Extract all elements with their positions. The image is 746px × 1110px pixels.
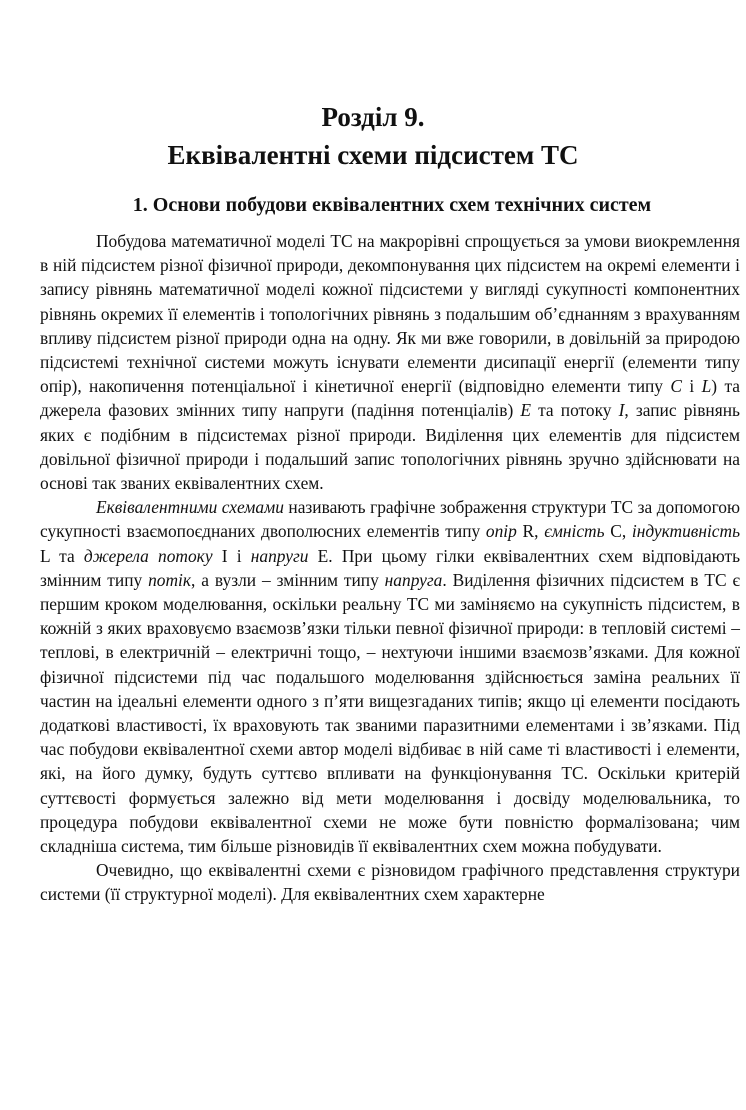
text-run: , а вузли – змінним типу <box>191 569 385 590</box>
text-run: L та <box>40 545 84 566</box>
emphasized-text: Еквівалентними схемами <box>96 497 284 518</box>
emphasized-text: L <box>701 376 712 397</box>
emphasized-text: джерела потоку <box>83 545 213 566</box>
text-run: I і <box>212 545 251 566</box>
emphasized-text: E <box>520 400 531 421</box>
text-run: C, <box>604 521 632 542</box>
chapter-title: Еквівалентні схеми підсистем ТС <box>167 140 579 170</box>
emphasized-text: ємність <box>544 521 605 542</box>
text-run: E. При цьому гілки еквівалентних схем відповідають змінним типу <box>40 545 740 590</box>
paragraph-2 <box>40 495 740 858</box>
text-run: і <box>682 376 702 397</box>
emphasized-text: напруга <box>384 569 443 590</box>
paragraph-1 <box>40 229 740 495</box>
emphasized-text: напруги <box>250 545 309 566</box>
text-run: ) та джерела фазових змінних типу напруги (падіння потенціалів) <box>40 376 740 421</box>
emphasized-text: опір <box>485 521 517 542</box>
emphasized-text: потік <box>148 569 192 590</box>
text-run: R, <box>516 521 545 542</box>
text-run: , запис рівнянь яких є подібним в підсистемах різної природи. Виділення цих елементів для підсистем довільної фізичної природи і подальший запис топологічних рівнянь зручно здійснювати на основі так званих еквівалентних схем. <box>40 400 740 494</box>
body-text <box>40 229 740 907</box>
text-run: Побудова математичної моделі ТС на макрорівні спрощується за умови виокремлення в ній підсистем різної фізичної природи, декомпонування цих підсистем на окремі елементи і запису рівнянь математичної моделі кожної підсистеми у вигляді сукупності компонентних рівнянь окремих її елементів і топологічних рівнянь з подальшим об’єднанням з врахуванням впливу підсистем різної природи одна на одну. Як ми вже говорили, в довільній за природою підсистемі технічної системи можуть існувати елементи дисипації енергії (елементи типу опір), накопичення потенціальної і кінетичної енергії (відповідно елементи типу <box>40 231 740 397</box>
text-run: Очевидно, що еквівалентні схеми є різновидом графічного представлення структури системи (її структурної моделі). Для еквівалентних схем характерне <box>40 860 740 905</box>
emphasized-text: I <box>618 400 625 421</box>
paragraph-3 <box>40 858 740 906</box>
emphasized-text: C <box>670 376 682 397</box>
text-run: . Виділення фізичних підсистем в ТС є першим кроком моделювання, оскільки реальну ТС ми заміняємо на сукупність підсистем, в кожній з яких враховуємо взаємозв’язки тільки певної фізичної природи: в тепловій системі – теплові, в електричній – електричні тощо, – нехтуючи іншими взаємозв’язками. Для кожної фізичної підсистеми під час подальшого моделювання здійснюється заміна реальних її частин на ідеальні елементи одного з п’яти вищезгаданих типів; якщо ці елементи посідають додаткові властивості, їх враховують так званими паразитними елементами і зв’язками. Під час побудови еквівалентної схеми автор моделі відбиває в ній саме ті властивості і елементи, які, на його думку, будуть суттєво впливати на функціонування ТС. Оскільки критерій суттєвості формується залежно від мети моделювання і досвіду моделювальника, то процедура побудови еквівалентної схеми не може бути повністю формалізована; чим складніша система, тим більше різновидів її еквівалентних схем можна побудувати. <box>40 569 740 857</box>
text-run: та потоку <box>531 400 619 421</box>
chapter-number: Розділ 9. <box>321 102 425 132</box>
text-run: називають графічне зображення структури ТС за допомогою сукупності взаємопоєднаних двополюсних елементів типу <box>40 497 740 542</box>
emphasized-text: індуктивність <box>631 521 740 542</box>
section-heading: 1. Основи побудови еквівалентних схем технічних систем <box>132 194 652 216</box>
